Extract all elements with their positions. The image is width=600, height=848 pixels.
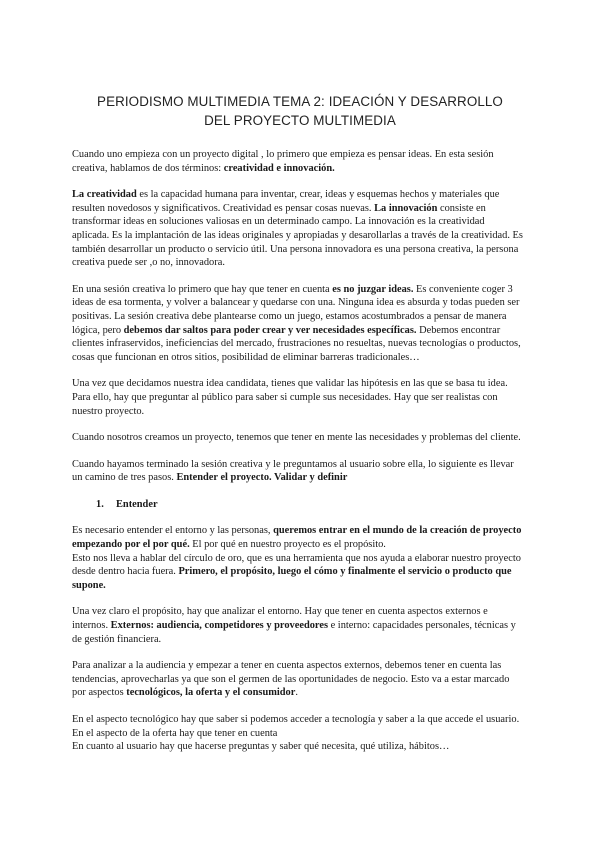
bold-text: queremos entrar en el mundo de la creación de proyecto empezando por el por qué. xyxy=(72,525,522,551)
paragraph-aspects xyxy=(72,713,524,754)
paragraph-text: Cuando uno empieza con un proyecto digital , lo primero que empieza es pensar ideas. En esta sesión creativa, hablamos de dos términos: xyxy=(72,149,494,174)
paragraph-text: En cuanto al usuario hay que hacerse preguntas y saber qué necesita, qué utiliza, hábitos… xyxy=(72,741,450,753)
paragraph-text: El por qué en nuestro proyecto es el propósito. xyxy=(189,539,386,551)
paragraph-creative-session xyxy=(72,283,524,365)
bold-text: La innovación xyxy=(374,202,438,214)
paragraph-text: consiste en transformar ideas en soluciones valiosas en un determinado campo. La innovación es la creatividad aplicada. Es la implantación de las ideas originales y apropiadas y desarollarlas a través de la creatividad. Es también desarrollar un producto o servicio útil. Una persona innovadora es una persona creativa, la persona creativa puede ser ,o no, innovadora. xyxy=(72,202,523,269)
bold-text: tecnológicos, la oferta y el consumidor xyxy=(126,687,296,699)
bold-text: La creatividad xyxy=(72,189,137,201)
paragraph-creativity xyxy=(72,188,524,270)
paragraph-text: En el aspecto tecnológico hay que saber si podemos acceder a tecnología y saber a la que accede el usuario. xyxy=(72,714,520,725)
document-body xyxy=(72,148,524,754)
bold-text: Primero, el propósito, luego el cómo y finalmente el servicio o producto que supone. xyxy=(72,566,512,591)
paragraph-text: Una vez claro el propósito, hay que analizar el entorno. Hay que tener en cuenta aspectos externos e internos. xyxy=(72,606,488,632)
bold-text: Entender el proyecto. Validar y definir xyxy=(176,472,348,484)
paragraph-understand xyxy=(72,524,524,592)
paragraph-validate: Una vez que decidamos nuestra idea candidata, tienes que validar las hipótesis en las que se basa tu idea. Para ello, hay que preguntar al público para saber si cumple sus necesidades. Hay que ser realistas con nuestro proyecto. xyxy=(72,378,508,417)
paragraph-three-steps xyxy=(72,458,524,485)
bold-text: Externos: audiencia, competidores y proveedores xyxy=(110,620,328,632)
paragraph-intro xyxy=(72,148,524,175)
paragraph-text: Es conveniente coger 3 ideas de esa tormenta, y volver a balancear y quedarse con una. Ninguna idea es absurda y todas pueden ser positivas. La sesión creativa debe plantearse como un juego, estamos acostumbrados a pensar de manera lógica, pero xyxy=(72,283,520,336)
title-line-2: DEL PROYECTO MULTIMEDIA xyxy=(204,113,396,128)
section-number: 1. xyxy=(96,498,104,510)
paragraph-text: Cuando hayamos terminado la sesión creativa y le preguntamos al usuario sobre ella, lo siguiente es llevar un camino de tres pasos. xyxy=(72,458,514,484)
title-line-1: PERIODISMO MULTIMEDIA TEMA 2: IDEACIÓN Y DESARROLLO xyxy=(97,94,503,109)
paragraph-text: Es necesario entender el entorno y las personas, xyxy=(72,525,274,537)
document-title xyxy=(60,92,540,130)
paragraph-environment xyxy=(72,605,524,646)
bold-text: creatividad e innovación. xyxy=(223,162,335,174)
section-heading-entender xyxy=(96,498,524,512)
paragraph-text: En el aspecto de la oferta hay que tener en cuenta xyxy=(72,727,278,739)
paragraph-text: En una sesión creativa lo primero que hay que tener en cuenta xyxy=(72,283,333,295)
paragraph-text: Debemos encontrar clientes infraservidos, ineficiencias del mercado, frustraciones no resueltas, nuevas tecnologías o productos, cosas que funcionan en otros sitios, posibilidad de eliminar barreras tradicionales… xyxy=(72,324,521,363)
paragraph-text: Para analizar a la audiencia y empezar a tener en cuenta aspectos externos, debemos tener en cuenta las tendencias, aprovecharlas ya que son el germen de las oportunidades de negocio. Esto va a estar marcado por aspectos xyxy=(72,660,510,699)
paragraph-audience xyxy=(72,659,524,700)
bold-text: es no juzgar ideas. xyxy=(332,283,414,295)
paragraph-text: es la capacidad humana para inventar, crear, ideas y esquemas hechos y materiales que resulten novedosos y significativos. Creatividad es pensar cosas nuevas. xyxy=(72,189,500,214)
paragraph-text: Esto nos lleva a hablar del círculo de oro, que es una herramienta que nos ayuda a elaborar nuestro proyecto desde dentro hacia fuera. xyxy=(72,552,521,578)
section-label: Entender xyxy=(116,498,158,510)
bold-text: debemos dar saltos para poder crear y ver necesidades específicas. xyxy=(123,324,417,336)
paragraph-text: . xyxy=(295,687,298,699)
paragraph-text: e interno: capacidades personales, técnicas y de gestión financiera. xyxy=(72,620,516,645)
paragraph-client-needs: Cuando nosotros creamos un proyecto, tenemos que tener en mente las necesidades y problemas del cliente. xyxy=(72,432,521,444)
